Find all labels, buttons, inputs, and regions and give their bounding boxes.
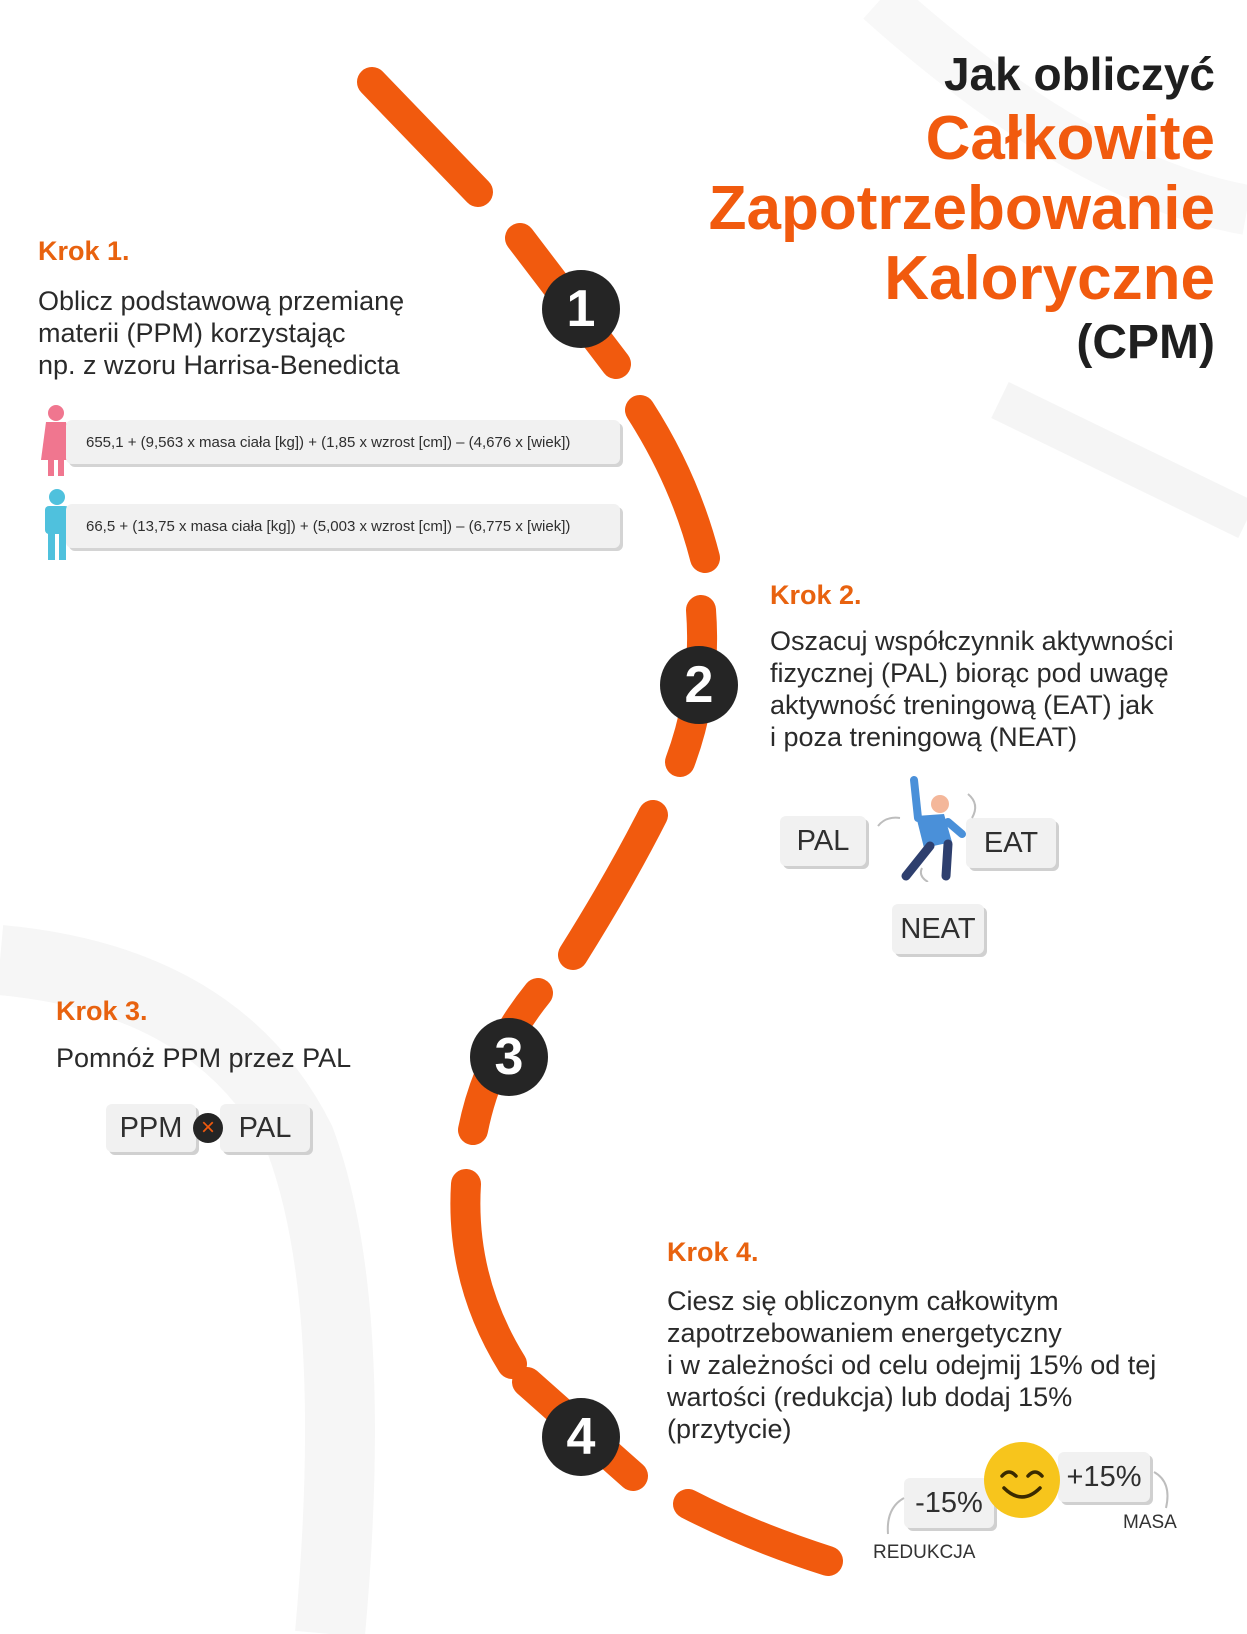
step-1-number: 1 bbox=[542, 270, 620, 348]
step-4-text: Ciesz się obliczonym całkowitym zapotrzebowaniem energetyczny i w zależności od celu odejmij 15% od tej wartości (redukcja) lub dodaj 15% (przytycie) bbox=[667, 1286, 1157, 1444]
step-1-text: Oblicz podstawową przemianę materii (PPM) korzystając np. z wzoru Harrisa-Benedicta bbox=[38, 286, 405, 380]
mass-caption: MASA bbox=[1123, 1512, 1177, 1533]
reduction-curve bbox=[880, 1494, 910, 1538]
mass-curve bbox=[1150, 1468, 1180, 1512]
minus-15-chip: -15% bbox=[904, 1478, 994, 1528]
step-2-number: 2 bbox=[660, 646, 738, 724]
exercising-person-icon bbox=[872, 772, 982, 882]
ppm-chip: PPM bbox=[106, 1104, 196, 1152]
eat-chip: EAT bbox=[966, 818, 1056, 868]
title-line-3: Zapotrzebowanie bbox=[708, 174, 1215, 243]
female-formula: 655,1 + (9,563 x masa ciała [kg]) + (1,85 x wzrost [cm]) – (4,676 x [wiek]) bbox=[66, 420, 620, 464]
title-line-1: Jak obliczyć bbox=[943, 48, 1215, 100]
multiply-icon: × bbox=[193, 1113, 223, 1143]
step-3-text: Pomnóż PPM przez PAL bbox=[56, 1043, 352, 1073]
infographic-title bbox=[709, 44, 1215, 372]
neat-chip: NEAT bbox=[892, 904, 984, 954]
title-line-2: Całkowite bbox=[925, 104, 1215, 173]
smiley-icon bbox=[982, 1440, 1062, 1520]
step-4-number: 4 bbox=[542, 1398, 620, 1476]
step-3-label: Krok 3. bbox=[56, 996, 148, 1026]
step-3-number: 3 bbox=[470, 1018, 548, 1096]
reduction-caption: REDUKCJA bbox=[873, 1542, 976, 1563]
plus-15-chip: +15% bbox=[1058, 1452, 1150, 1502]
step-1-label: Krok 1. bbox=[38, 236, 130, 266]
step-2-text: Oszacuj współczynnik aktywności fizycznej (PAL) biorąc pod uwagę aktywność treningową (EAT) jak i poza treningową (NEAT) bbox=[770, 626, 1174, 752]
step-4-label: Krok 4. bbox=[667, 1237, 759, 1267]
step-2-label: Krok 2. bbox=[770, 580, 862, 610]
title-line-4: Kaloryczne bbox=[884, 244, 1215, 313]
male-formula: 66,5 + (13,75 x masa ciała [kg]) + (5,003 x wzrost [cm]) – (6,775 x [wiek]) bbox=[66, 504, 620, 548]
title-line-5: (CPM) bbox=[1076, 316, 1215, 369]
pal-chip-step3: PAL bbox=[220, 1104, 310, 1152]
pal-chip: PAL bbox=[780, 816, 866, 866]
